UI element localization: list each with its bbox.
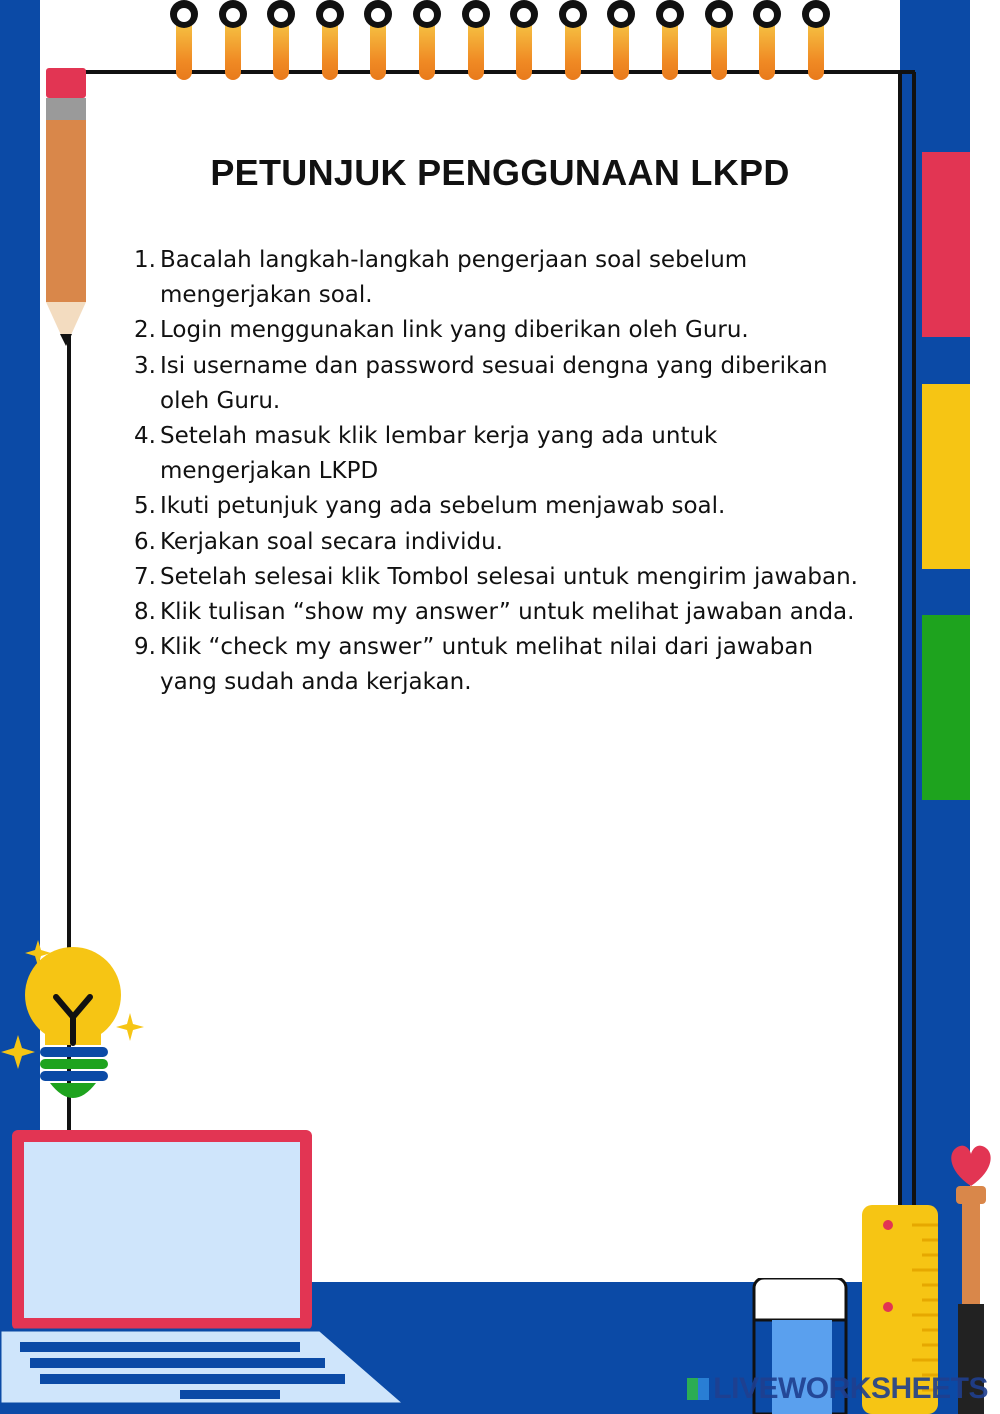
binding-ring: [170, 0, 198, 80]
binding-ring: [316, 0, 344, 80]
item-text: Bacalah langkah-langkah pengerjaan soal sebelum mengerjakan soal.: [160, 247, 748, 309]
page-border-right: [898, 72, 902, 1282]
tab-yellow: [922, 384, 970, 569]
item-number: 3.: [134, 352, 156, 379]
item-text: Kerjakan soal secara individu.: [160, 528, 503, 555]
page-border-top: [85, 70, 915, 74]
list-item: [130, 243, 870, 313]
item-number: 6.: [134, 528, 156, 555]
binding-ring: [753, 0, 781, 80]
binding-ring: [656, 0, 684, 80]
item-text: Setelah selesai klik Tombol selesai untuk mengirim jawaban.: [160, 563, 858, 590]
binding-ring: [802, 0, 830, 80]
item-number: 5.: [134, 493, 156, 520]
watermark: [687, 1372, 988, 1406]
list-item: [130, 349, 870, 419]
binding-ring: [559, 0, 587, 80]
binding-ring: [705, 0, 733, 80]
binding-ring: [607, 0, 635, 80]
list-item: [130, 489, 870, 524]
list-item: [130, 630, 870, 700]
list-item: [130, 525, 870, 560]
lightbulb-icon: [0, 935, 150, 1115]
item-number: 1.: [134, 247, 156, 273]
liveworksheets-logo-icon: [687, 1378, 709, 1400]
item-number: 9.: [134, 634, 156, 661]
binding-ring: [219, 0, 247, 80]
binding-ring: [510, 0, 538, 80]
tab-red: [922, 152, 970, 337]
item-text: Klik “check my answer” untuk melihat nilai dari jawaban yang sudah anda kerjakan.: [160, 634, 814, 696]
item-text: Setelah masuk klik lembar kerja yang ada untuk mengerjakan LKPD: [160, 423, 718, 485]
list-item: [130, 560, 870, 595]
page-border-right-outer: [912, 72, 916, 1282]
item-text: Isi username dan password sesuai dengna yang diberikan oleh Guru.: [160, 352, 828, 414]
tab-green: [922, 615, 970, 800]
item-number: 8.: [134, 599, 156, 626]
binding-ring: [413, 0, 441, 80]
list-item: [130, 595, 870, 630]
page-title: PETUNJUK PENGGUNAAN LKPD: [210, 152, 790, 193]
item-number: 2.: [134, 317, 156, 344]
binding-ring: [462, 0, 490, 80]
watermark-text: LIVEWORKSHEETS: [713, 1372, 988, 1405]
list-item: [130, 313, 870, 348]
item-text: Klik tulisan “show my answer” untuk melihat jawaban anda.: [160, 599, 855, 626]
item-number: 7.: [134, 563, 156, 590]
instruction-list: [130, 243, 870, 701]
item-text: Login menggunakan link yang diberikan oleh Guru.: [160, 317, 749, 344]
binding-ring: [267, 0, 295, 80]
item-text: Ikuti petunjuk yang ada sebelum menjawab soal.: [160, 493, 726, 520]
list-item: [130, 419, 870, 489]
pencil-icon: [44, 68, 90, 348]
item-number: 4.: [134, 423, 156, 450]
binding-ring: [364, 0, 392, 80]
laptop-icon: [0, 1128, 410, 1414]
